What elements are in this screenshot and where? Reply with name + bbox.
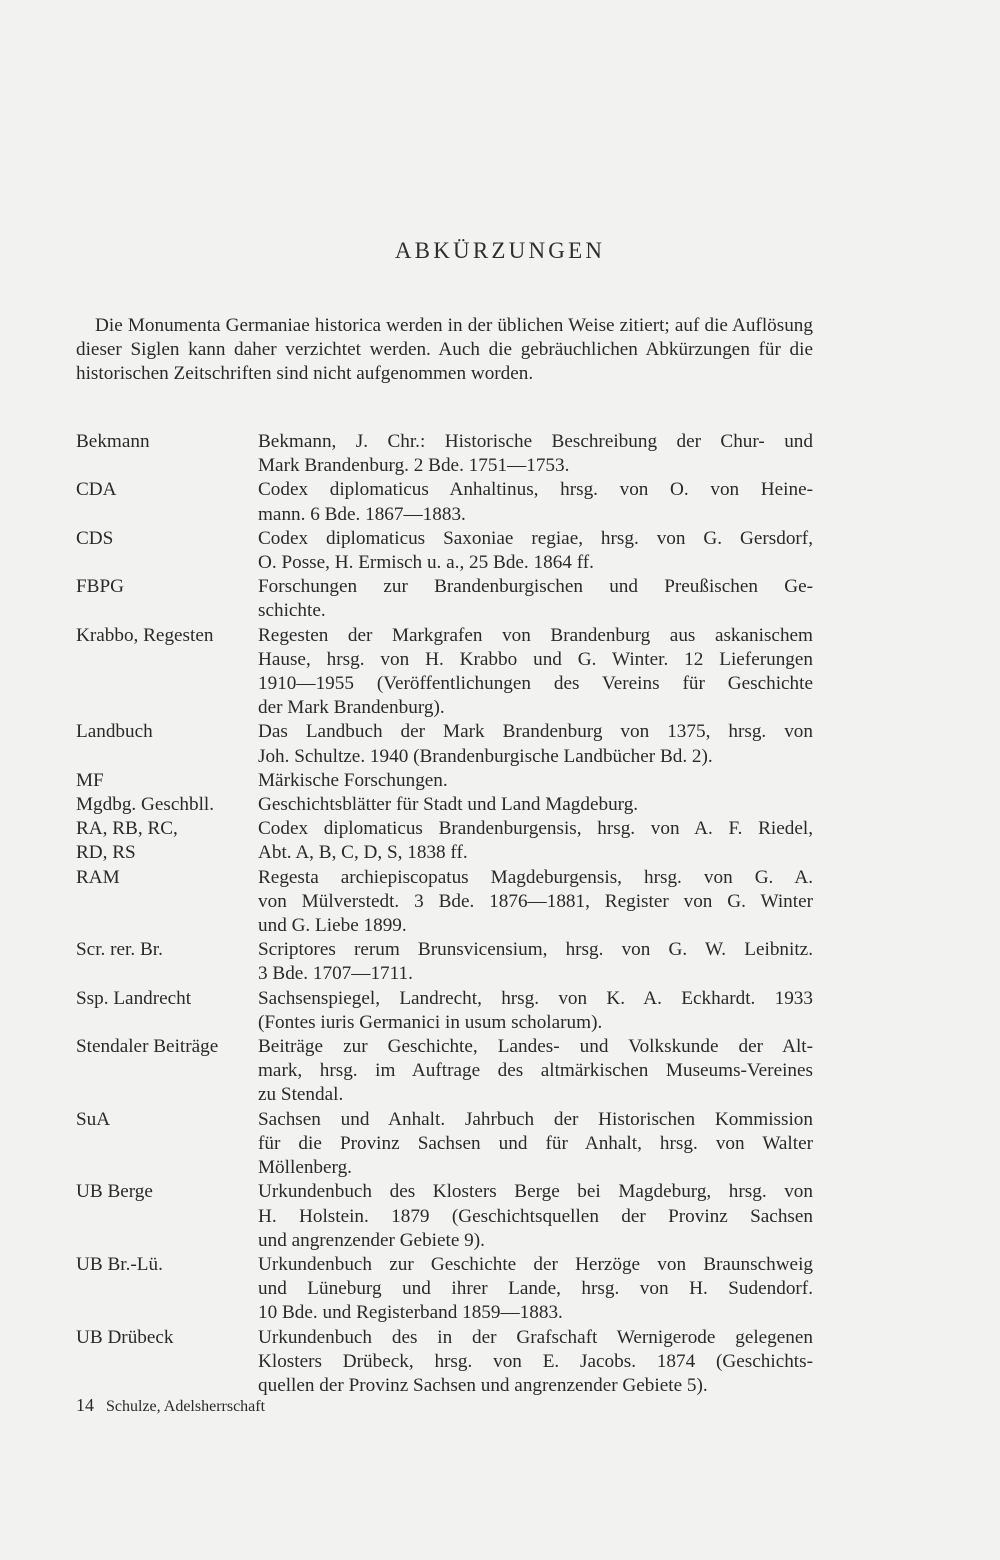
abbreviation-description bbox=[258, 938, 813, 986]
description-line: Regesten der Markgrafen von Brandenburg aus askanischem bbox=[258, 624, 813, 646]
abbreviation-term bbox=[76, 769, 258, 793]
abbreviation-term bbox=[76, 1253, 258, 1326]
description-line: Sachsen und Anhalt. Jahrbuch der Historischen Kommission bbox=[258, 1108, 813, 1130]
abbreviation-term bbox=[76, 866, 258, 939]
abbreviation-term bbox=[76, 793, 258, 817]
abbreviation-entry bbox=[76, 769, 813, 793]
description-line: Codex diplomaticus Saxoniae regiae, hrsg. von G. Gersdorf, bbox=[258, 527, 813, 549]
description-line: und G. Liebe 1899. bbox=[258, 915, 407, 937]
abbreviation-term bbox=[76, 624, 258, 721]
abbreviation-entry bbox=[76, 1253, 813, 1326]
abbreviation-term bbox=[76, 987, 258, 1035]
abbreviation-term-text: Landbuch bbox=[76, 721, 153, 743]
abbreviation-term-text: RD, RS bbox=[76, 842, 136, 864]
abbreviation-list bbox=[76, 430, 813, 1398]
abbreviation-entry bbox=[76, 866, 813, 939]
abbreviation-description bbox=[258, 1253, 813, 1326]
intro-paragraph: Die Monumenta Germaniae historica werden in der üblichen Weise zitiert; auf die Auflösung dieser Siglen kann daher verzichtet werden. Auch die gebräuchlichen Abkürzungen für die historischen Zeitschriften sind nicht aufgenommen worden. bbox=[76, 315, 813, 384]
abbreviation-description bbox=[258, 1326, 813, 1399]
abbreviation-term bbox=[76, 1035, 258, 1108]
page-number: 14 bbox=[76, 1395, 94, 1415]
description-line: H. Holstein. 1879 (Geschichtsquellen der Provinz Sachsen bbox=[258, 1205, 813, 1227]
abbreviation-term bbox=[76, 1180, 258, 1253]
description-line: Urkundenbuch des Klosters Berge bei Magdeburg, hrsg. von bbox=[258, 1181, 813, 1203]
abbreviation-entry bbox=[76, 938, 813, 986]
description-line: Regesta archiepiscopatus Magdeburgensis, hrsg. von G. A. bbox=[258, 866, 813, 888]
description-line: 1910—1955 (Veröffentlichungen des Vereins für Geschichte bbox=[258, 673, 813, 695]
description-line: Klosters Drübeck, hrsg. von E. Jacobs. 1874 (Geschichts- bbox=[258, 1350, 813, 1372]
description-line: O. Posse, H. Ermisch u. a., 25 Bde. 1864 ff. bbox=[258, 552, 594, 574]
abbreviation-term-text: CDS bbox=[76, 527, 114, 549]
description-line: Bekmann, J. Chr.: Historische Beschreibung der Chur- und bbox=[258, 431, 813, 452]
abbreviation-description bbox=[258, 793, 813, 817]
abbreviation-term bbox=[76, 720, 258, 768]
page-footer bbox=[76, 1395, 265, 1416]
description-line: mann. 6 Bde. 1867—1883. bbox=[258, 503, 466, 525]
abbreviation-term bbox=[76, 430, 258, 478]
abbreviation-term-text: Mgdbg. Geschbll. bbox=[76, 794, 215, 816]
abbreviation-term-text: RA, RB, RC, bbox=[76, 818, 178, 840]
abbreviation-term-text: Stendaler Beiträge bbox=[76, 1036, 219, 1058]
abbreviation-entry bbox=[76, 1108, 813, 1181]
abbreviation-entry bbox=[76, 527, 813, 575]
page-title: ABKÜRZUNGEN bbox=[394, 238, 606, 263]
abbreviation-term-text: FBPG bbox=[76, 576, 124, 598]
abbreviation-term bbox=[76, 1108, 258, 1181]
abbreviation-entry bbox=[76, 793, 813, 817]
description-line: für die Provinz Sachsen und für Anhalt, hrsg. von Walter bbox=[258, 1132, 813, 1154]
abbreviation-term-text: Bekmann bbox=[76, 431, 150, 452]
description-line: 10 Bde. und Registerband 1859—1883. bbox=[258, 1302, 563, 1324]
abbreviation-entry bbox=[76, 720, 813, 768]
abbreviation-description bbox=[258, 987, 813, 1035]
description-line: der Mark Brandenburg). bbox=[258, 697, 445, 719]
abbreviation-entry bbox=[76, 1180, 813, 1253]
abbreviation-term-text: UB Berge bbox=[76, 1181, 153, 1203]
abbreviation-description bbox=[258, 1180, 813, 1253]
running-title: Schulze, Adelsherrschaft bbox=[106, 1398, 266, 1415]
abbreviation-description bbox=[258, 769, 813, 793]
description-line: Abt. A, B, C, D, S, 1838 ff. bbox=[258, 842, 468, 864]
abbreviation-description bbox=[258, 527, 813, 575]
description-line: Codex diplomaticus Anhaltinus, hrsg. von O. von Heine- bbox=[258, 479, 813, 501]
description-line: schichte. bbox=[258, 600, 326, 622]
abbreviation-entry bbox=[76, 817, 813, 865]
description-line: und Lüneburg und ihrer Lande, hrsg. von H. Sudendorf. bbox=[258, 1278, 813, 1300]
abbreviation-term bbox=[76, 817, 258, 865]
description-line: und angrenzender Gebiete 9). bbox=[258, 1229, 485, 1251]
abbreviation-term bbox=[76, 938, 258, 986]
description-line: quellen der Provinz Sachsen und angrenzender Gebiete 5). bbox=[258, 1374, 708, 1396]
abbreviation-description bbox=[258, 817, 813, 865]
description-line: Mark Brandenburg. 2 Bde. 1751—1753. bbox=[258, 455, 570, 477]
abbreviation-entry bbox=[76, 430, 813, 478]
abbreviation-term bbox=[76, 478, 258, 526]
description-line: Forschungen zur Brandenburgischen und Preußischen Ge- bbox=[258, 576, 813, 598]
abbreviation-entry bbox=[76, 478, 813, 526]
abbreviation-description bbox=[258, 1035, 813, 1108]
abbreviation-entry bbox=[76, 987, 813, 1035]
abbreviation-description bbox=[258, 866, 813, 939]
abbreviation-term-text: MF bbox=[76, 769, 104, 791]
abbreviation-term-text: RAM bbox=[76, 866, 120, 888]
abbreviation-term-text: Ssp. Landrecht bbox=[76, 987, 192, 1009]
abbreviation-entry bbox=[76, 1035, 813, 1108]
description-line: von Mülverstedt. 3 Bde. 1876—1881, Register von G. Winter bbox=[258, 890, 813, 912]
description-line: Das Landbuch der Mark Brandenburg von 1375, hrsg. von bbox=[258, 721, 813, 743]
description-line: mark, hrsg. im Auftrage des altmärkischen Museums-Vereines bbox=[258, 1060, 813, 1082]
abbreviation-term-text: Krabbo, Regesten bbox=[76, 624, 214, 646]
abbreviation-description bbox=[258, 624, 813, 721]
abbreviation-entry bbox=[76, 1326, 813, 1399]
description-line: Beiträge zur Geschichte, Landes- und Volkskunde der Alt- bbox=[258, 1036, 813, 1058]
abbreviation-description bbox=[258, 478, 813, 526]
description-line: zu Stendal. bbox=[258, 1084, 344, 1106]
description-line: Märkische Forschungen. bbox=[258, 769, 448, 791]
abbreviation-description bbox=[258, 430, 813, 478]
description-line: Möllenberg. bbox=[258, 1157, 352, 1179]
description-line: Urkundenbuch des in der Grafschaft Wernigerode gelegenen bbox=[258, 1326, 813, 1348]
abbreviation-term bbox=[76, 575, 258, 623]
description-line: Codex diplomaticus Brandenburgensis, hrsg. von A. F. Riedel, bbox=[258, 818, 813, 840]
description-line: (Fontes iuris Germanici in usum scholarum). bbox=[258, 1011, 603, 1033]
abbreviation-term bbox=[76, 527, 258, 575]
abbreviation-entry bbox=[76, 624, 813, 721]
description-line: Urkundenbuch zur Geschichte der Herzöge von Braunschweig bbox=[258, 1253, 813, 1275]
abbreviation-description bbox=[258, 720, 813, 768]
description-line: Scriptores rerum Brunsvicensium, hrsg. von G. W. Leibnitz. bbox=[258, 939, 813, 961]
description-line: Geschichtsblätter für Stadt und Land Magdeburg. bbox=[258, 794, 639, 816]
abbreviation-description bbox=[258, 575, 813, 623]
abbreviation-term-text: UB Br.-Lü. bbox=[76, 1253, 163, 1275]
abbreviation-description bbox=[258, 1108, 813, 1181]
abbreviation-entry bbox=[76, 575, 813, 623]
description-line: Sachsenspiegel, Landrecht, hrsg. von K. A. Eckhardt. 1933 bbox=[258, 987, 813, 1009]
description-line: 3 Bde. 1707—1711. bbox=[258, 963, 413, 985]
description-line: Joh. Schultze. 1940 (Brandenburgische Landbücher Bd. 2). bbox=[258, 745, 713, 767]
abbreviation-term-text: CDA bbox=[76, 479, 117, 501]
abbreviation-term bbox=[76, 1326, 258, 1399]
description-line: Hause, hrsg. von H. Krabbo und G. Winter. 12 Lieferungen bbox=[258, 648, 813, 670]
abbreviation-term-text: Scr. rer. Br. bbox=[76, 939, 163, 961]
abbreviation-term-text: UB Drübeck bbox=[76, 1326, 174, 1348]
abbreviation-term-text: SuA bbox=[76, 1108, 111, 1130]
